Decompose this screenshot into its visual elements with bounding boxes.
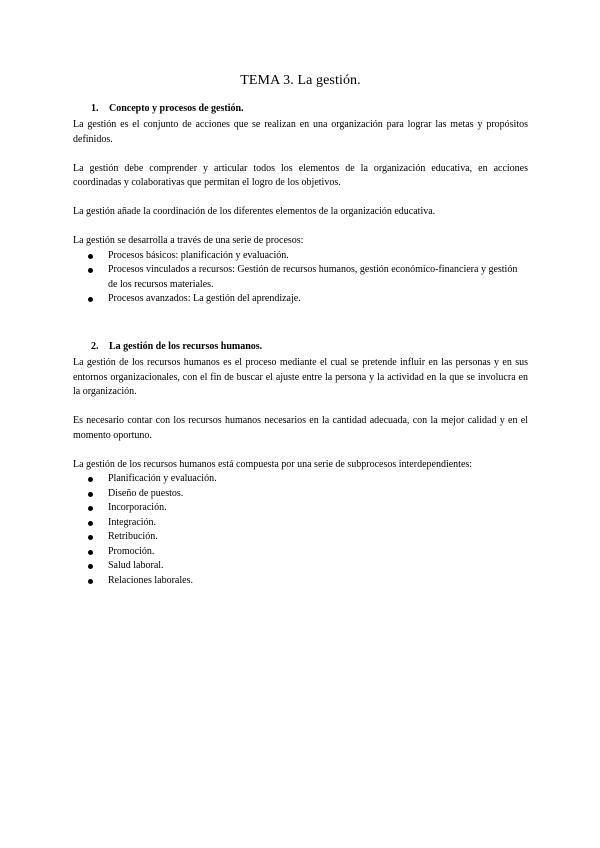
document-title: TEMA 3. La gestión. bbox=[240, 73, 361, 88]
section-1-heading bbox=[73, 103, 528, 114]
subprocess-list bbox=[73, 472, 528, 588]
bullet-icon bbox=[88, 579, 93, 584]
list-item: Salud laboral. bbox=[108, 559, 528, 574]
list-item: Procesos básicos: planificación y evaluación. bbox=[108, 249, 528, 264]
section-2-heading bbox=[73, 341, 528, 352]
bullet-icon bbox=[88, 268, 93, 273]
list-item: Integración. bbox=[108, 516, 528, 531]
section-2-number: 2. bbox=[91, 341, 99, 352]
list-item: Procesos vinculados a recursos: Gestión de recursos humanos, gestión económico-financiera y gestión de los recursos materiales. bbox=[108, 263, 528, 292]
bullet-icon bbox=[88, 550, 93, 555]
list-item: Retribución. bbox=[108, 530, 528, 545]
bullet-icon bbox=[88, 297, 93, 302]
paragraph: La gestión añade la coordinación de los diferentes elementos de la organización educativa. bbox=[73, 206, 436, 217]
list-item: Planificación y evaluación. bbox=[108, 472, 528, 487]
bullet-icon bbox=[88, 492, 93, 497]
section-1-heading-text: Concepto y procesos de gestión. bbox=[109, 103, 244, 114]
process-list bbox=[73, 249, 528, 307]
bullet-icon bbox=[88, 477, 93, 482]
bullet-icon bbox=[88, 254, 93, 259]
list-item: Diseño de puestos. bbox=[108, 487, 528, 502]
list-item: Promoción. bbox=[108, 545, 528, 560]
list-item: Incorporación. bbox=[108, 501, 528, 516]
bullet-icon bbox=[88, 564, 93, 569]
bullet-icon bbox=[88, 521, 93, 526]
list-item: Procesos avanzados: La gestión del aprendizaje. bbox=[108, 292, 528, 307]
paragraph: La gestión de los recursos humanos está compuesta por una serie de subprocesos interdependientes: bbox=[73, 458, 473, 470]
list-item: Relaciones laborales. bbox=[108, 574, 528, 589]
section-2-heading-text: La gestión de los recursos humanos. bbox=[109, 341, 263, 352]
bullet-icon bbox=[88, 506, 93, 511]
paragraph: La gestión debe comprender y articular todos los elementos de la organización educativa, en acciones coordinadas y colaborativas que permitan el logro de los objetivos. bbox=[73, 162, 528, 188]
bullet-icon bbox=[88, 535, 93, 540]
section-1-number: 1. bbox=[91, 103, 99, 114]
paragraph: La gestión de los recursos humanos es el proceso mediante el cual se pretende influir en las personas y en sus entornos organizacionales, con el fin de buscar el ajuste entre la persona y la actividad en la que se involucra en la organización. bbox=[73, 357, 528, 397]
paragraph: La gestión se desarrolla a través de una serie de procesos: bbox=[73, 235, 304, 246]
paragraph: Es necesario contar con los recursos humanos necesarios en la cantidad adecuada, con la mejor calidad y en el momento oportuno. bbox=[73, 415, 528, 441]
paragraph: La gestión es el conjunto de acciones que se realizan en una organización para lograr las metas y propósitos definidos. bbox=[73, 119, 528, 145]
